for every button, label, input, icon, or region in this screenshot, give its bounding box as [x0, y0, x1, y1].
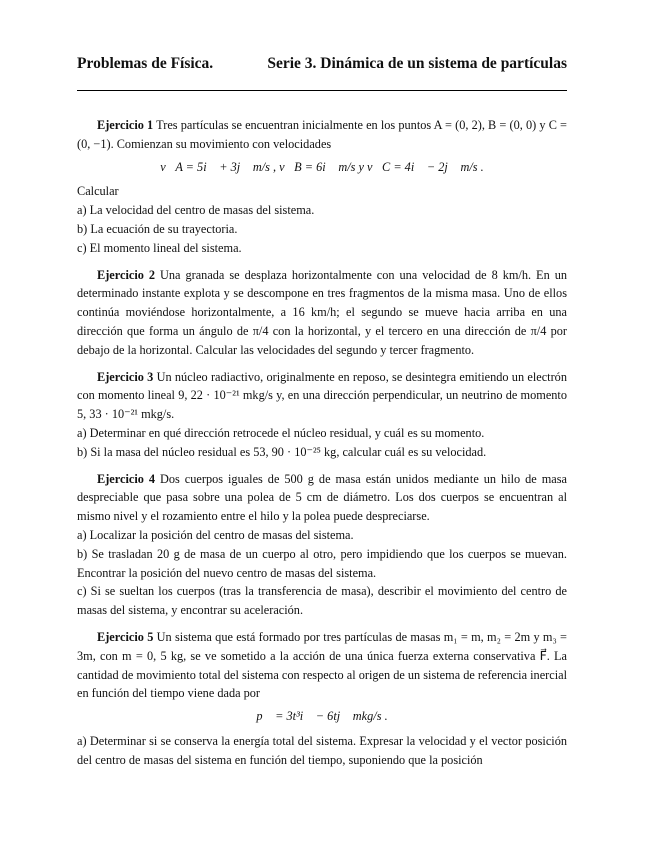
exercise-1-statement: [77, 116, 567, 154]
exercise-4-line: b) Se trasladan 20 g de masa de un cuerpo al otro, pero impidiendo que los cuerpos se muevan. Encontrar la posición del nuevo centro de masas del sistema.: [77, 546, 567, 580]
exercise-4-intro: Dos cuerpos iguales de 500 g de masa están unidos mediante un hilo de masa despreciable que pasa sobre una polea de 5 cm de diámetro. Los dos cuerpos se encuentran al mismo nivel y el rozamiento entre el hilo y la polea puede despreciarse.: [77, 471, 567, 524]
exercise-3-intro: Un núcleo radiactivo, originalmente en reposo, se desintegra emitiendo un electrón con momento lineal 9, 22 · 10⁻²¹ mkg/s y, en una dirección perpendicular, un neutrino de momento 5, 33 · 10⁻²¹ mkg/s.: [77, 369, 567, 422]
exercise-5-intro: Un sistema que está formado por tres partículas de masas m₁ = m, m₂ = 2m y m₃ = 3m, con m = 0, 5 kg, se ve sometido a la acción de una única fuerza externa conservativa F⃗. La cantidad de movimiento total del sistema con respecto al origen de un sistema de referencia inercial en función del tiempo viene dada por: [77, 629, 567, 701]
exercise-1-line: a) La velocidad del centro de masas del sistema.: [77, 203, 315, 218]
series-title: Serie 3. Dinámica de un sistema de partículas: [267, 55, 567, 72]
exercise-5-statement: [77, 628, 567, 703]
exercise-2-statement: [77, 266, 567, 360]
exercise-2-intro: Una granada se desplaza horizontalmente con una velocidad de 8 km/h. En un determinado instante explota y se descompone en tres fragmentos de la misma masa. Uno de ellos continúa moviéndose horizontalmente, a 16 km/h; el segundo se mueve hacia arriba en una dirección que forma un ángulo de π/4 con la horizontal, y el tercero en una dirección de π/4 por debajo de la horizontal. Calcular las velocidades del segundo y tercer fragmento.: [77, 267, 567, 357]
exercise-5: [77, 628, 567, 770]
exercise-1-line: c) El momento lineal del sistema.: [77, 240, 242, 255]
exercise-1-equation: v⃗A = 5i⃗ + 3j⃗ m/s , v⃗B = 6i⃗ m/s y v⃗C = 4i⃗ − 2j⃗ m/s .: [160, 159, 484, 174]
exercise-3-label: Ejercicio 3: [97, 369, 154, 384]
exercise-3-line: a) Determinar en qué dirección retrocede el núcleo residual, y cuál es su momento.: [77, 425, 485, 440]
exercise-list: [77, 116, 567, 778]
exercise-1-label: Ejercicio 1: [97, 118, 154, 132]
exercise-4-line: a) Localizar la posición del centro de masas del sistema.: [77, 527, 354, 542]
exercise-1-line: b) La ecuación de su trayectoria.: [77, 221, 238, 236]
exercise-2-label: Ejercicio 2: [97, 267, 156, 282]
exercise-3: [77, 368, 567, 462]
exercise-5-equation: p⃗ = 3t³i⃗ − 6tj⃗ mkg/s .: [256, 709, 388, 724]
exercise-1: [77, 116, 567, 258]
exercise-4-label: Ejercicio 4: [97, 471, 156, 486]
exercise-4-statement: [77, 470, 567, 526]
header-divider: [77, 90, 567, 91]
exercise-5-label: Ejercicio 5: [97, 629, 154, 644]
exercise-3-statement: [77, 368, 567, 424]
exercise-3-line: b) Si la masa del núcleo residual es 53, 90 · 10⁻²⁵ kg, calcular cuál es su velocidad.: [77, 444, 487, 459]
exercise-1-intro: Tres partículas se encuentran inicialmente en los puntos A = (0, 2), B = (0, 0) y C = (0, −1). Comienzan su movimiento con velocidades: [77, 118, 567, 151]
exercise-4-line: c) Si se sueltan los cuerpos (tras la transferencia de masa), describir el movimiento del centro de masas del sistema, y encontrar su aceleración.: [77, 584, 567, 618]
course-title: Problemas de Física.: [77, 55, 214, 72]
exercise-2: [77, 266, 567, 360]
exercise-5-line: a) Determinar si se conserva la energía total del sistema. Expresar la velocidad y el vector posición del centro de masas del sistema en función del tiempo, suponiendo que la posición: [77, 733, 567, 767]
exercise-1-line: Calcular: [77, 184, 119, 199]
page-header: [77, 55, 567, 75]
exercise-4: [77, 470, 567, 620]
